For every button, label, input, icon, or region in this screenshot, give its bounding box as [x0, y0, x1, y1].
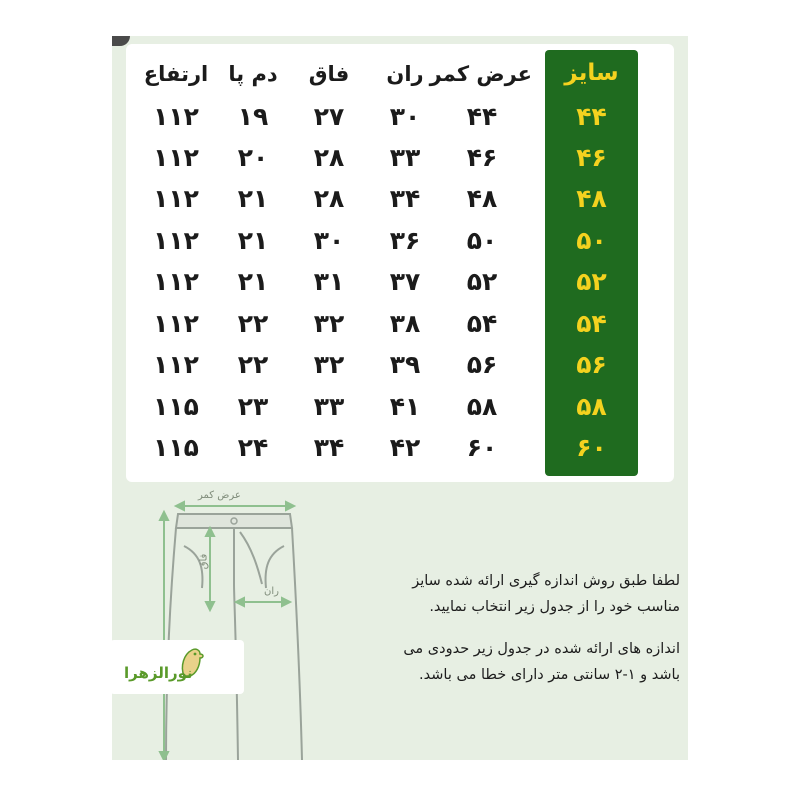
- cell-waist: ۴۴: [466, 102, 498, 131]
- cell-size: ۵۶: [576, 350, 607, 379]
- header-length: ارتفاع: [143, 62, 209, 86]
- cell-waist: ۵۲: [466, 267, 498, 296]
- note-line-2: مناسب خود را از جدول زیر انتخاب نمایید.: [429, 599, 680, 615]
- cell-length: ۱۱۲: [153, 267, 199, 296]
- cell-length: ۱۱۲: [153, 102, 199, 131]
- cell-rise: ۳۲: [313, 309, 345, 338]
- cell-hem: ۲۱: [237, 184, 269, 213]
- cell-length: ۱۱۲: [153, 226, 199, 255]
- header-hem: دم پا: [228, 62, 278, 86]
- diagram-label-rise: فاق: [198, 553, 210, 570]
- cell-thigh: ۳۴: [389, 184, 421, 213]
- cell-thigh: ۳۳: [389, 143, 421, 172]
- cell-size: ۵۰: [576, 226, 607, 255]
- cell-rise: ۳۳: [313, 392, 345, 421]
- cell-length: ۱۱۲: [153, 350, 199, 379]
- cell-size: ۶۰: [576, 433, 607, 462]
- cell-thigh: ۳۹: [389, 350, 421, 379]
- cell-hem: ۲۴: [237, 433, 269, 462]
- cell-thigh: ۳۷: [389, 267, 421, 296]
- cell-hem: ۲۲: [237, 309, 269, 338]
- cell-waist: ۶۰: [466, 433, 498, 462]
- cell-hem: ۲۳: [237, 392, 269, 421]
- cell-rise: ۲۸: [313, 184, 345, 213]
- header-waist: عرض کمر: [429, 62, 532, 86]
- cell-size: ۵۴: [576, 309, 607, 338]
- cell-length: ۱۱۲: [153, 184, 199, 213]
- cell-waist: ۵۶: [466, 350, 498, 379]
- note-line-4: باشد و ۱-۲ سانتی متر دارای خطا می باشد.: [419, 667, 680, 683]
- cell-size: ۴۸: [576, 184, 607, 213]
- cell-thigh: ۳۶: [389, 226, 421, 255]
- cell-thigh: ۳۰: [389, 102, 421, 131]
- cell-waist: ۵۸: [466, 392, 498, 421]
- cell-thigh: ۴۱: [389, 392, 421, 421]
- cell-length: ۱۱۲: [153, 309, 199, 338]
- note-line-1: لطفا طبق روش اندازه گیری ارائه شده سایز: [412, 573, 680, 589]
- cell-length: ۱۱۲: [153, 143, 199, 172]
- cell-hem: ۲۰: [237, 143, 269, 172]
- cell-rise: ۳۰: [313, 226, 345, 255]
- cell-length: ۱۱۵: [153, 392, 199, 421]
- header-size: سایز: [564, 60, 619, 86]
- cell-size: ۵۸: [576, 392, 607, 421]
- brand-logo-text: نورالزهرا: [124, 664, 193, 682]
- cell-thigh: ۴۲: [389, 433, 421, 462]
- cell-waist: ۴۶: [466, 143, 498, 172]
- cell-waist: ۵۴: [466, 309, 498, 338]
- cell-hem: ۱۹: [237, 102, 269, 131]
- cell-length: ۱۱۵: [153, 433, 199, 462]
- header-rise: فاق: [308, 62, 350, 86]
- cell-size: ۵۲: [576, 267, 607, 296]
- brand-logo: [110, 640, 244, 694]
- diagram-label-thigh: ران: [264, 586, 279, 597]
- cell-size: ۴۴: [576, 102, 607, 131]
- cell-size: ۴۶: [576, 143, 607, 172]
- cell-rise: ۳۴: [313, 433, 345, 462]
- header-thigh: ران: [386, 62, 424, 86]
- cell-hem: ۲۱: [237, 226, 269, 255]
- cell-hem: ۲۱: [237, 267, 269, 296]
- pants-measurement-diagram: [140, 488, 310, 760]
- cell-rise: ۳۱: [313, 267, 345, 296]
- diagram-label-waist: عرض کمر: [198, 490, 241, 501]
- cell-rise: ۲۷: [313, 102, 345, 131]
- cell-hem: ۲۲: [237, 350, 269, 379]
- note-line-3: اندازه های ارائه شده در جدول زیر حدودی می: [403, 641, 680, 657]
- cell-waist: ۵۰: [466, 226, 498, 255]
- cell-rise: ۳۲: [313, 350, 345, 379]
- cell-waist: ۴۸: [466, 184, 498, 213]
- cell-rise: ۲۸: [313, 143, 345, 172]
- cell-thigh: ۳۸: [389, 309, 421, 338]
